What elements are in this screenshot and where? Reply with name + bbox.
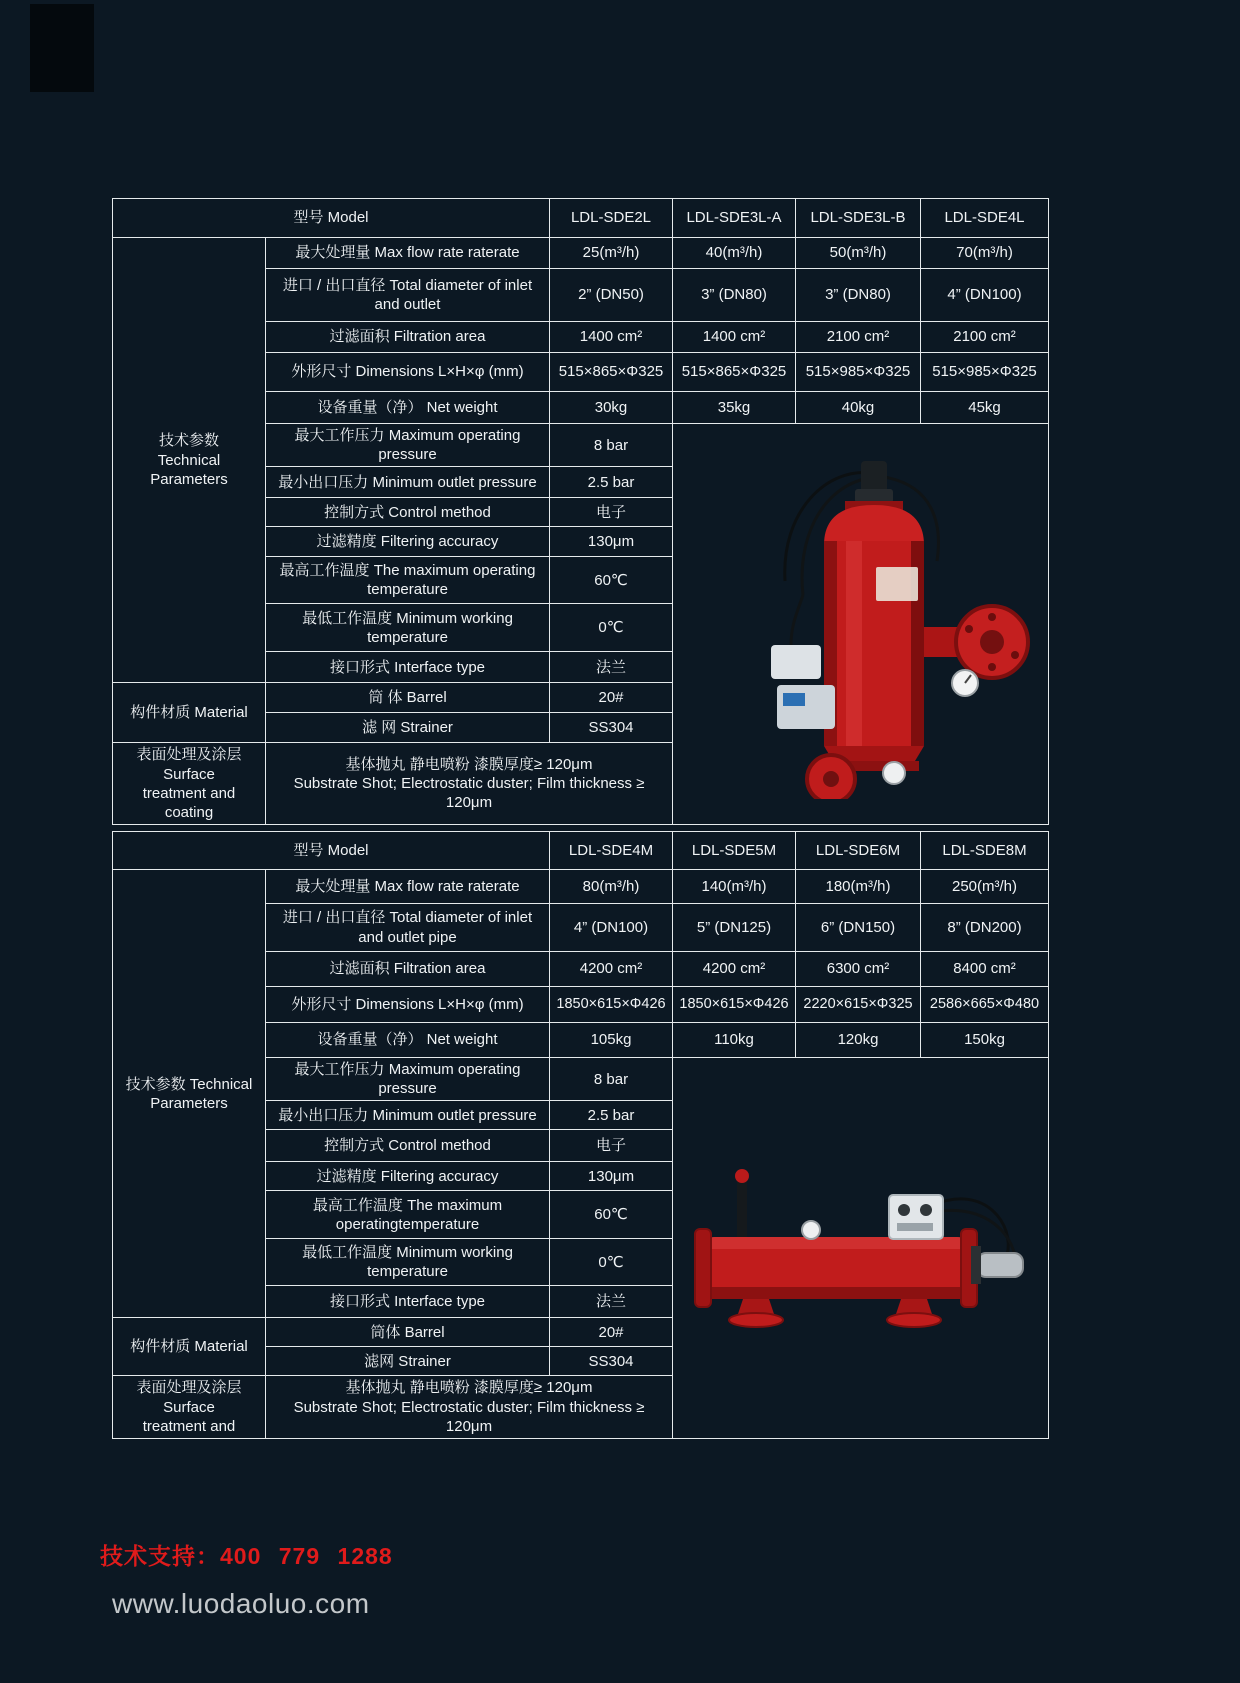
tech-support-phone: 技术支持：400 779 1288 (100, 1543, 393, 1569)
param-label-cell: 接口形式 Interface type (266, 652, 550, 683)
model-cell: LDL-SDE2L (550, 199, 673, 238)
model-cell: LDL-SDE5M (673, 832, 796, 870)
value-cell: 150kg (921, 1023, 1049, 1058)
group-surface-treatment (113, 743, 266, 825)
group-technical-parameters (113, 870, 266, 1318)
param-label-cell: 筒 体 Barrel (266, 683, 550, 713)
param-label-cell: 设备重量（净） Net weight (266, 392, 550, 424)
value-cell: 35kg (673, 392, 796, 424)
value-cell: 515×865×Φ325 (673, 353, 796, 392)
value-cell: 130μm (550, 527, 673, 557)
param-label-cell: 最高工作温度 The maximum operating temperature (266, 557, 550, 604)
value-cell: 4200 cm² (550, 952, 673, 987)
value-cell: 180(m³/h) (796, 870, 921, 904)
value-cell: 120kg (796, 1023, 921, 1058)
value-cell: 0℃ (550, 1239, 673, 1286)
param-label-cell: 最高工作温度 The maximum operatingtemperature (266, 1191, 550, 1239)
value-cell: 2100 cm² (921, 322, 1049, 353)
model-header-cell: 型号 Model (113, 199, 550, 238)
group-label-line: Parameters (150, 1094, 228, 1112)
param-label-cell: 过滤面积 Filtration area (266, 322, 550, 353)
param-label-cell: 外形尺寸 Dimensions L×H×φ (mm) (266, 353, 550, 392)
value-cell: 130μm (550, 1162, 673, 1191)
value-cell: 40(m³/h) (673, 238, 796, 269)
group-label-line: Technical Parameters (150, 451, 228, 488)
value-cell: 50(m³/h) (796, 238, 921, 269)
param-label-cell: 最小出口压力 Minimum outlet pressure (266, 467, 550, 498)
param-label-cell: 最小出口压力 Minimum outlet pressure (266, 1101, 550, 1130)
value-cell: 45kg (921, 392, 1049, 424)
param-label-cell: 筒体 Barrel (266, 1318, 550, 1347)
model-cell: LDL-SDE6M (796, 832, 921, 870)
surface-treatment-value-cell (266, 1376, 673, 1439)
value-cell: 8400 cm² (921, 952, 1049, 987)
surface-value-line: 基体抛丸 静电喷粉 漆膜厚度≥ 120μm (345, 755, 593, 773)
value-cell: 515×985×Φ325 (796, 353, 921, 392)
value-cell: 5” (DN125) (673, 904, 796, 952)
value-cell: 40kg (796, 392, 921, 424)
param-label-cell: 控制方式 Control method (266, 498, 550, 527)
value-cell: 4” (DN100) (550, 904, 673, 952)
value-cell: 105kg (550, 1023, 673, 1058)
value-cell: 6” (DN150) (796, 904, 921, 952)
param-label-cell: 过滤面积 Filtration area (266, 952, 550, 987)
value-cell: 20# (550, 683, 673, 713)
page-corner-shade (30, 4, 94, 92)
value-cell: 2586×665×Φ480 (921, 987, 1049, 1023)
param-label-cell: 滤 网 Strainer (266, 713, 550, 743)
model-cell: LDL-SDE3L-A (673, 199, 796, 238)
value-cell: SS304 (550, 713, 673, 743)
param-label-cell: 外形尺寸 Dimensions L×H×φ (mm) (266, 987, 550, 1023)
param-label-cell: 最低工作温度 Minimum working temperature (266, 604, 550, 652)
param-label-cell: 设备重量（净） Net weight (266, 1023, 550, 1058)
surface-treatment-value-cell (266, 743, 673, 825)
group-surface-treatment (113, 1376, 266, 1439)
param-label-cell: 最大处理量 Max flow rate raterate (266, 870, 550, 904)
param-label-cell: 最大工作压力 Maximum operating pressure (266, 1058, 550, 1101)
value-cell: 6300 cm² (796, 952, 921, 987)
model-header-cell: 型号 Model (113, 832, 550, 870)
value-cell: 60℃ (550, 557, 673, 604)
value-cell: 515×985×Φ325 (921, 353, 1049, 392)
group-label-line: treatment and (142, 1417, 236, 1435)
spec-table-m-series (112, 831, 1049, 1439)
param-label-cell: 控制方式 Control method (266, 1130, 550, 1162)
value-cell: 1400 cm² (673, 322, 796, 353)
value-cell: 8 bar (550, 1058, 673, 1101)
table-row (113, 238, 1049, 269)
param-label-cell: 过滤精度 Filtering accuracy (266, 527, 550, 557)
value-cell: 30kg (550, 392, 673, 424)
value-cell: 电子 (550, 1130, 673, 1162)
horizontal-filter-illustration (681, 1133, 1041, 1363)
value-cell: 140(m³/h) (673, 870, 796, 904)
group-material: 构件材质 Material (113, 683, 266, 743)
value-cell: 110kg (673, 1023, 796, 1058)
value-cell: 80(m³/h) (550, 870, 673, 904)
value-cell: 3” (DN80) (796, 269, 921, 322)
value-cell: 0℃ (550, 604, 673, 652)
product-photo-horizontal-filter (673, 1058, 1049, 1439)
value-cell: 法兰 (550, 1286, 673, 1318)
param-label-cell: 进口 / 出口直径 Total diameter of inlet and outlet pipe (266, 904, 550, 952)
value-cell: 2” (DN50) (550, 269, 673, 322)
value-cell: 4200 cm² (673, 952, 796, 987)
value-cell: 电子 (550, 498, 673, 527)
param-label-cell: 接口形式 Interface type (266, 1286, 550, 1318)
model-cell: LDL-SDE4M (550, 832, 673, 870)
group-technical-parameters (113, 238, 266, 683)
group-label-line: 技术参数 Technical (125, 1075, 253, 1093)
value-cell: 515×865×Φ325 (550, 353, 673, 392)
value-cell: 2220×615×Φ325 (796, 987, 921, 1023)
spec-table-l-series (112, 198, 1049, 825)
model-cell: LDL-SDE3L-B (796, 199, 921, 238)
value-cell: 8” (DN200) (921, 904, 1049, 952)
param-label-cell: 滤网 Strainer (266, 1347, 550, 1376)
param-label-cell: 进口 / 出口直径 Total diameter of inlet and outlet (266, 269, 550, 322)
website-url: www.luodaoluo.com (112, 1588, 370, 1619)
value-cell: 250(m³/h) (921, 870, 1049, 904)
value-cell: 3” (DN80) (673, 269, 796, 322)
value-cell: 70(m³/h) (921, 238, 1049, 269)
value-cell: 20# (550, 1318, 673, 1347)
value-cell: SS304 (550, 1347, 673, 1376)
value-cell: 1850×615×Φ426 (673, 987, 796, 1023)
value-cell: 1400 cm² (550, 322, 673, 353)
value-cell: 1850×615×Φ426 (550, 987, 673, 1023)
table-row (113, 199, 1049, 238)
group-label-line: 表面处理及涂层 Surface (136, 1379, 242, 1416)
model-cell: LDL-SDE4L (921, 199, 1049, 238)
table-row (113, 870, 1049, 904)
surface-value-line: Substrate Shot; Electrostatic duster; Film thickness ≥ 120μm (293, 1398, 645, 1435)
vertical-filter-illustration (679, 449, 1049, 799)
surface-value-line: Substrate Shot; Electrostatic duster; Film thickness ≥ 120μm (293, 775, 645, 812)
model-cell: LDL-SDE8M (921, 832, 1049, 870)
surface-value-line: 基体抛丸 静电喷粉 漆膜厚度≥ 120μm (345, 1379, 593, 1397)
value-cell: 法兰 (550, 652, 673, 683)
value-cell: 2.5 bar (550, 467, 673, 498)
value-cell: 4” (DN100) (921, 269, 1049, 322)
param-label-cell: 最大工作压力 Maximum operating pressure (266, 424, 550, 467)
group-label-line: treatment and coating (142, 784, 236, 821)
value-cell: 8 bar (550, 424, 673, 467)
product-photo-vertical-filter (673, 424, 1049, 825)
param-label-cell: 过滤精度 Filtering accuracy (266, 1162, 550, 1191)
value-cell: 2100 cm² (796, 322, 921, 353)
group-label-line: 表面处理及涂层 Surface (136, 746, 242, 783)
param-label-cell: 最大处理量 Max flow rate raterate (266, 238, 550, 269)
group-material: 构件材质 Material (113, 1318, 266, 1376)
group-label-line: 技术参数 (158, 432, 219, 450)
table-row (113, 832, 1049, 870)
value-cell: 25(m³/h) (550, 238, 673, 269)
value-cell: 60℃ (550, 1191, 673, 1239)
value-cell: 2.5 bar (550, 1101, 673, 1130)
param-label-cell: 最低工作温度 Minimum working temperature (266, 1239, 550, 1286)
